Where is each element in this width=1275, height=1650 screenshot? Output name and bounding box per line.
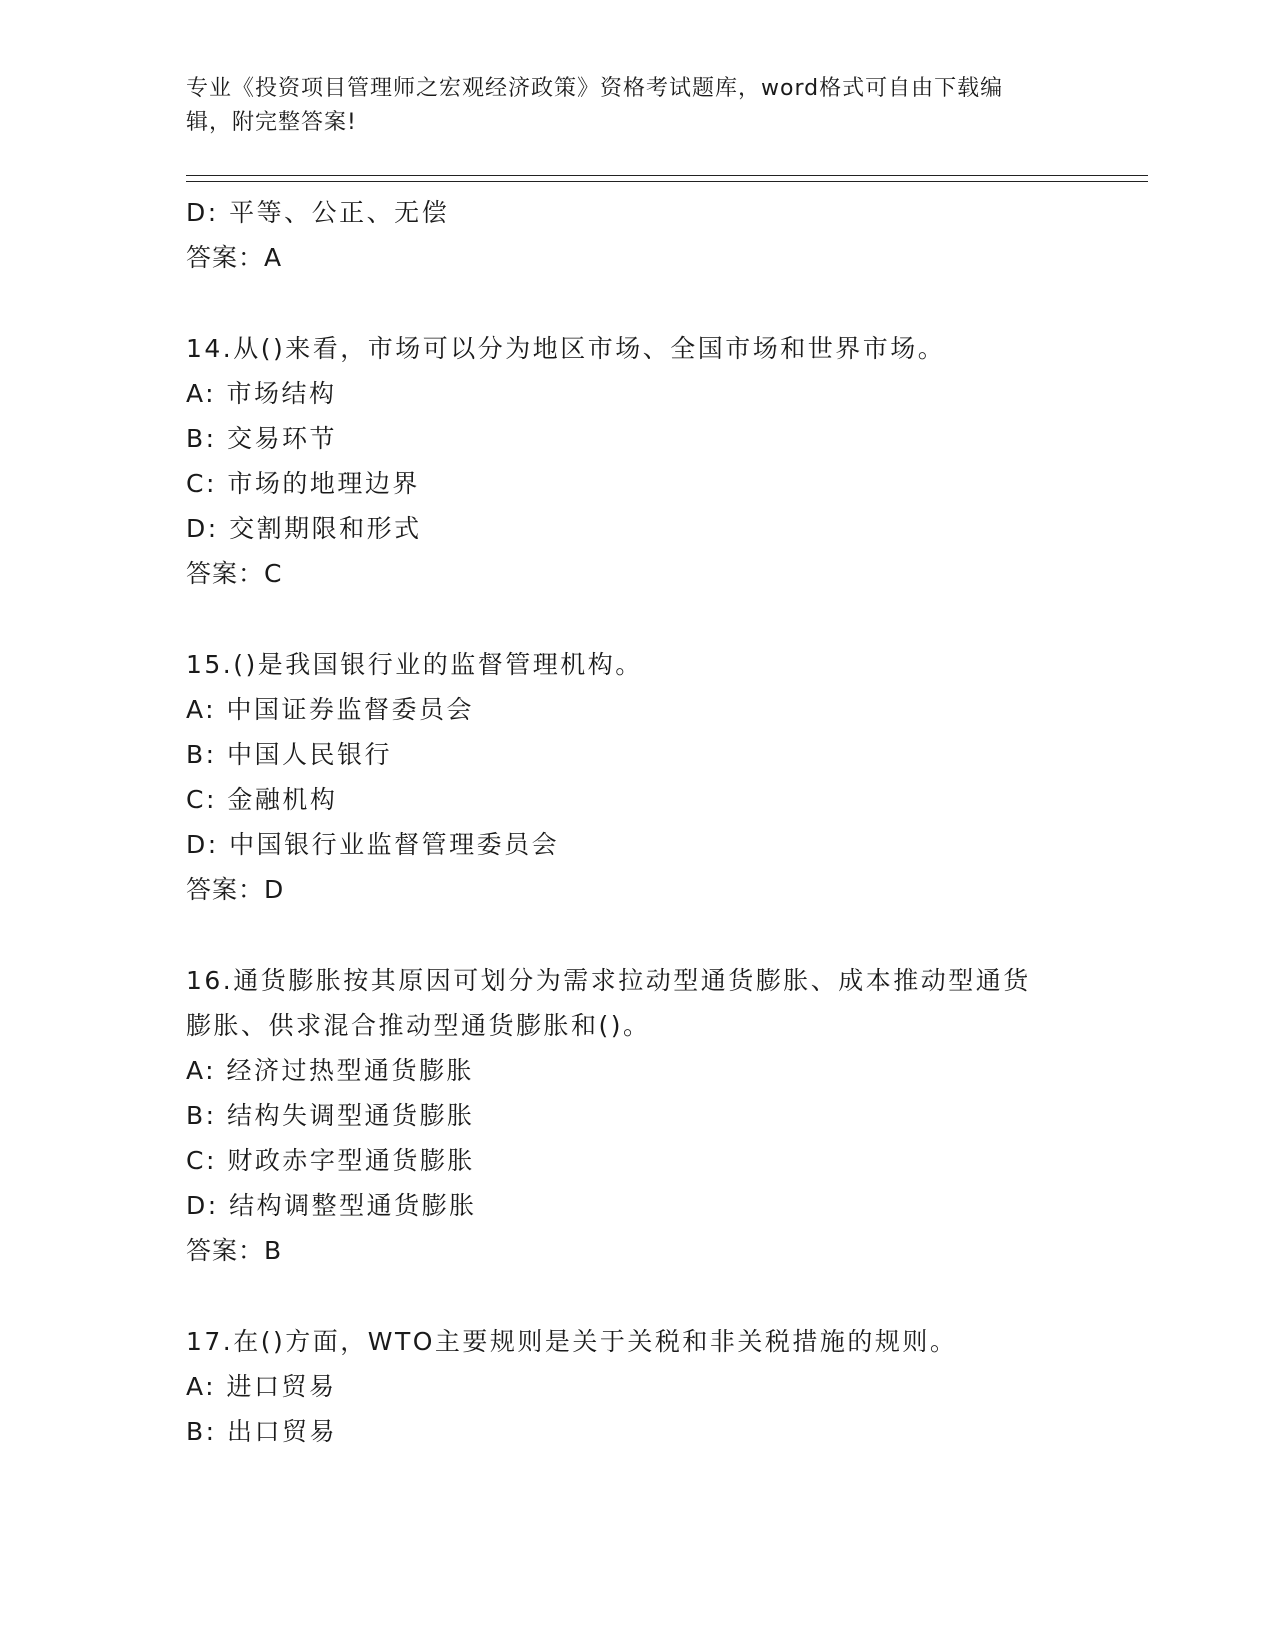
document-header	[186, 72, 1086, 140]
header-line-1: 专业《投资项目管理师之宏观经济政策》资格考试题库，word格式可自由下载编	[186, 76, 1004, 101]
header-line-2: 辑，附完整答案!	[186, 110, 357, 135]
question-list	[186, 190, 1086, 1454]
question-14	[186, 326, 1086, 596]
question-text-line-2: 膨胀、供求混合推动型通货膨胀和()。	[186, 1011, 651, 1040]
question-text: 14.从()来看，市场可以分为地区市场、全国市场和世界市场。	[186, 334, 946, 363]
question-16	[186, 958, 1086, 1273]
question-text: 15.()是我国银行业的监督管理机构。	[186, 650, 643, 679]
option-d: D: 结构调整型通货膨胀	[186, 1191, 477, 1220]
option-b: B: 中国人民银行	[186, 740, 393, 769]
question-text: 17.在()方面，WTO主要规则是关于关税和非关税措施的规则。	[186, 1327, 958, 1356]
option-b: B: 交易环节	[186, 424, 338, 453]
option-c: C: 金融机构	[186, 785, 338, 814]
option-b: B: 出口贸易	[186, 1417, 338, 1446]
answer-line: 答案：D	[186, 875, 285, 904]
option-d: D: 平等、公正、无偿	[186, 198, 450, 227]
answer-line: 答案：C	[186, 559, 283, 588]
option-c: C: 财政赤字型通货膨胀	[186, 1146, 475, 1175]
option-a: A: 进口贸易	[186, 1372, 337, 1401]
question-15	[186, 642, 1086, 912]
header-rule-top	[186, 175, 1148, 176]
answer-line: 答案：B	[186, 1236, 283, 1265]
question-17	[186, 1319, 1086, 1454]
question-text-line-1: 16.通货膨胀按其原因可划分为需求拉动型通货膨胀、成本推动型通货	[186, 966, 1031, 995]
option-a: A: 经济过热型通货膨胀	[186, 1056, 475, 1085]
option-d: D: 交割期限和形式	[186, 514, 422, 543]
option-d: D: 中国银行业监督管理委员会	[186, 830, 560, 859]
option-b: B: 结构失调型通货膨胀	[186, 1101, 475, 1130]
answer-line: 答案：A	[186, 243, 283, 272]
option-a: A: 市场结构	[186, 379, 337, 408]
option-c: C: 市场的地理边界	[186, 469, 420, 498]
header-rule-bottom	[186, 181, 1148, 182]
option-a: A: 中国证券监督委员会	[186, 695, 475, 724]
